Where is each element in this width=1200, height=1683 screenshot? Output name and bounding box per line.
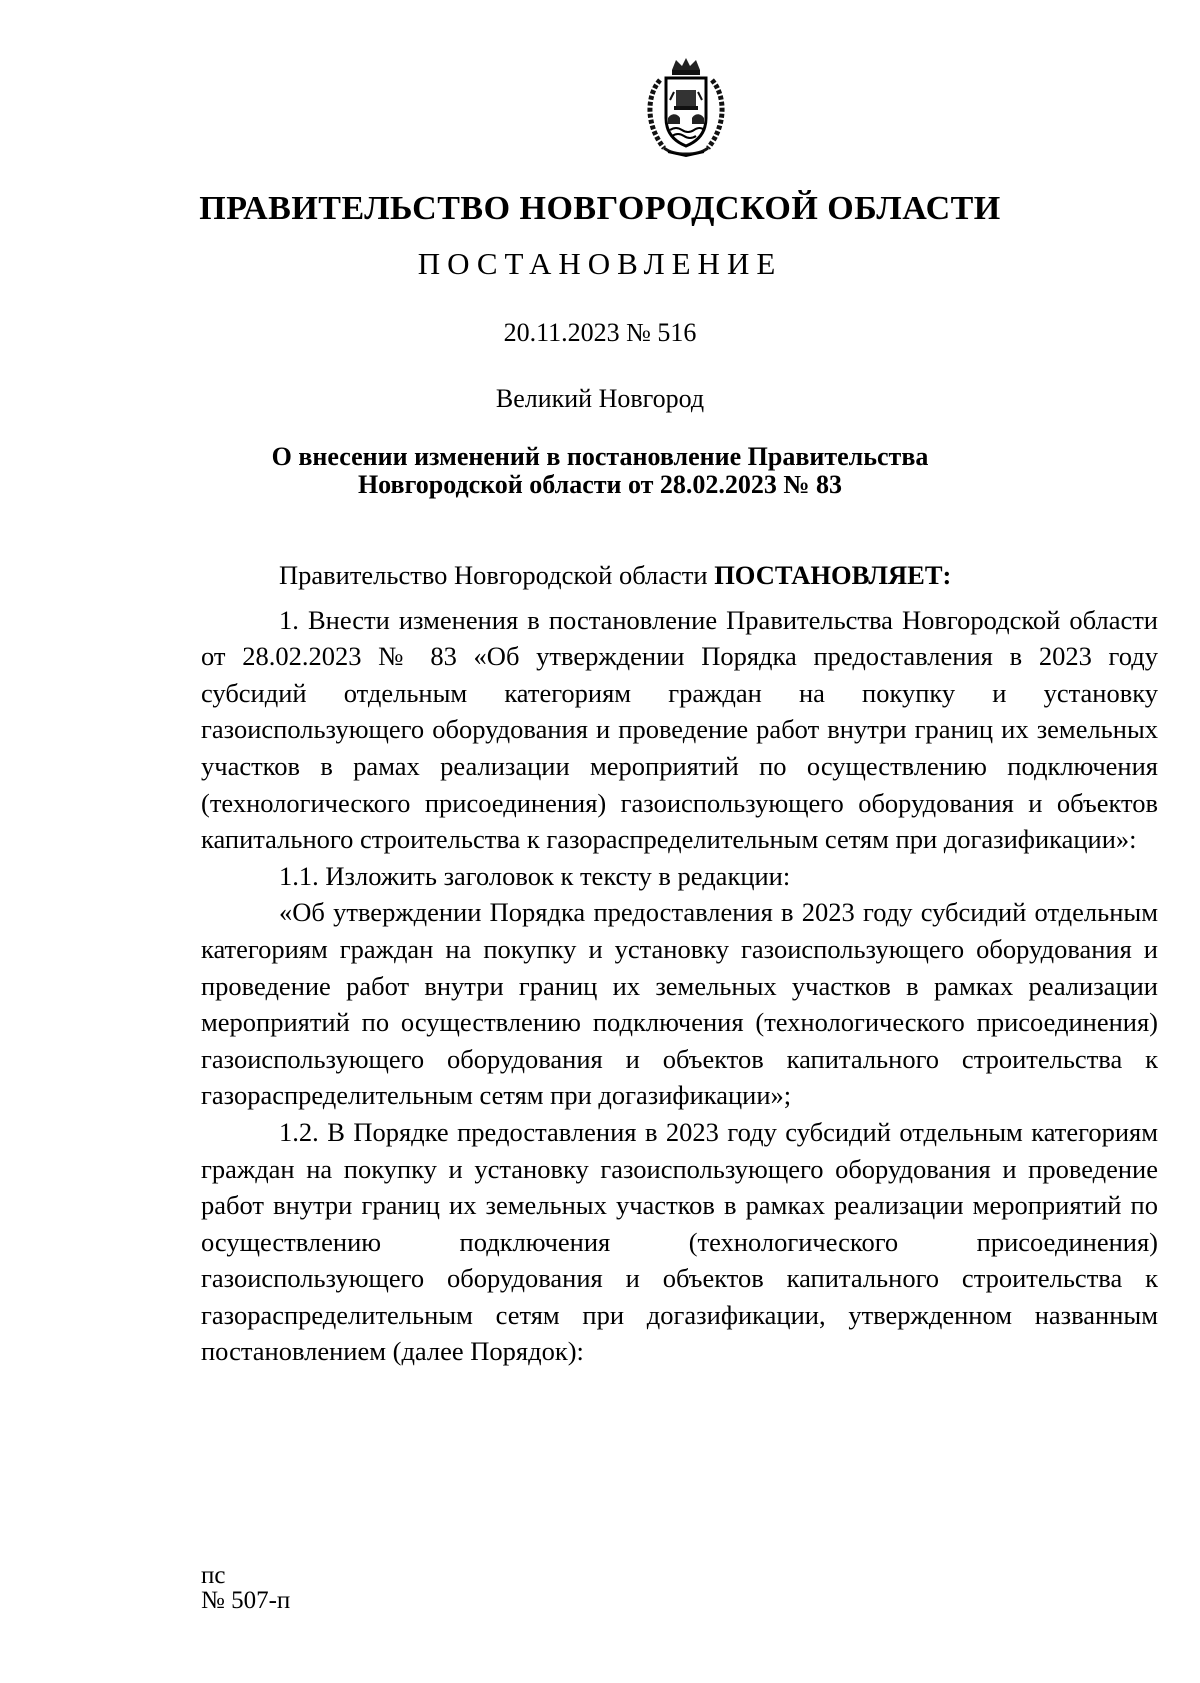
footer-line: пс — [201, 1562, 226, 1589]
document-type: ПОСТАНОВЛЕНИЕ — [417, 246, 783, 281]
paragraph-quoted-title: «Об утверждении Порядка предоставления в 2023 году субсидий отдельным категориям граждан на покупку и установку газоиспользующего оборудования и проведение работ внутри границ их земельных участков в рамках реализации мероприятий по осуществлению подключения (технологического присоединения) газоиспользующего оборудования и объектов капитального строительства к газораспределительным сетям при догазификации»; — [201, 897, 1158, 1111]
resolution-lead-bold: ПОСТАНОВЛЯЕТ: — [714, 560, 952, 590]
resolution-lead — [201, 557, 1158, 594]
document-footer — [201, 1563, 290, 1613]
coat-of-arms-icon — [638, 56, 734, 160]
document-city: Великий Новгород — [495, 384, 705, 413]
organization-name: ПРАВИТЕЛЬСТВО НОВГОРОДСКОЙ ОБЛАСТИ — [199, 190, 1001, 227]
document-title — [0, 443, 1200, 499]
paragraph-item-1: 1. Внести изменения в постановление Правительства Новгородской области от 28.02.2023 № 83 «Об утверждении Порядка предоставления в 2023 году субсидий отдельным категориям граждан на покупку и установку газоиспользующего оборудования и проведение работ внутри границ их земельных участков в рамах реализации мероприятий по осуществлению подключения (технологического присоединения) газоиспользующего оборудования и объектов капитального строительства к газораспределительным сетям при догазификации»: — [201, 604, 1158, 855]
document-date-number: 20.11.2023 № 516 — [503, 318, 697, 347]
document-title-line: О внесении изменений в постановление Правительства — [271, 442, 929, 471]
resolution-lead-text: Правительство Новгородской области — [279, 560, 715, 590]
footer-line: № 507-п — [201, 1587, 291, 1614]
document-body — [201, 557, 1158, 1370]
paragraph-item-1-2: 1.2. В Порядке предоставления в 2023 году субсидий отдельным категориям граждан на покупку и установку газоиспользующего оборудования и проведение работ внутри границ их земельных участков в рамках реализации мероприятий по осуществлению подключения (технологического присоединения) газоиспользующего оборудования и объектов капитального строительства к газораспределительным сетям при догазификации, утвержденном названным постановлением (далее Порядок): — [201, 1116, 1158, 1367]
paragraph-item-1-1: 1.1. Изложить заголовок к тексту в редакции: — [279, 860, 791, 891]
document-title-line: Новгородской области от 28.02.2023 № 83 — [357, 470, 843, 499]
